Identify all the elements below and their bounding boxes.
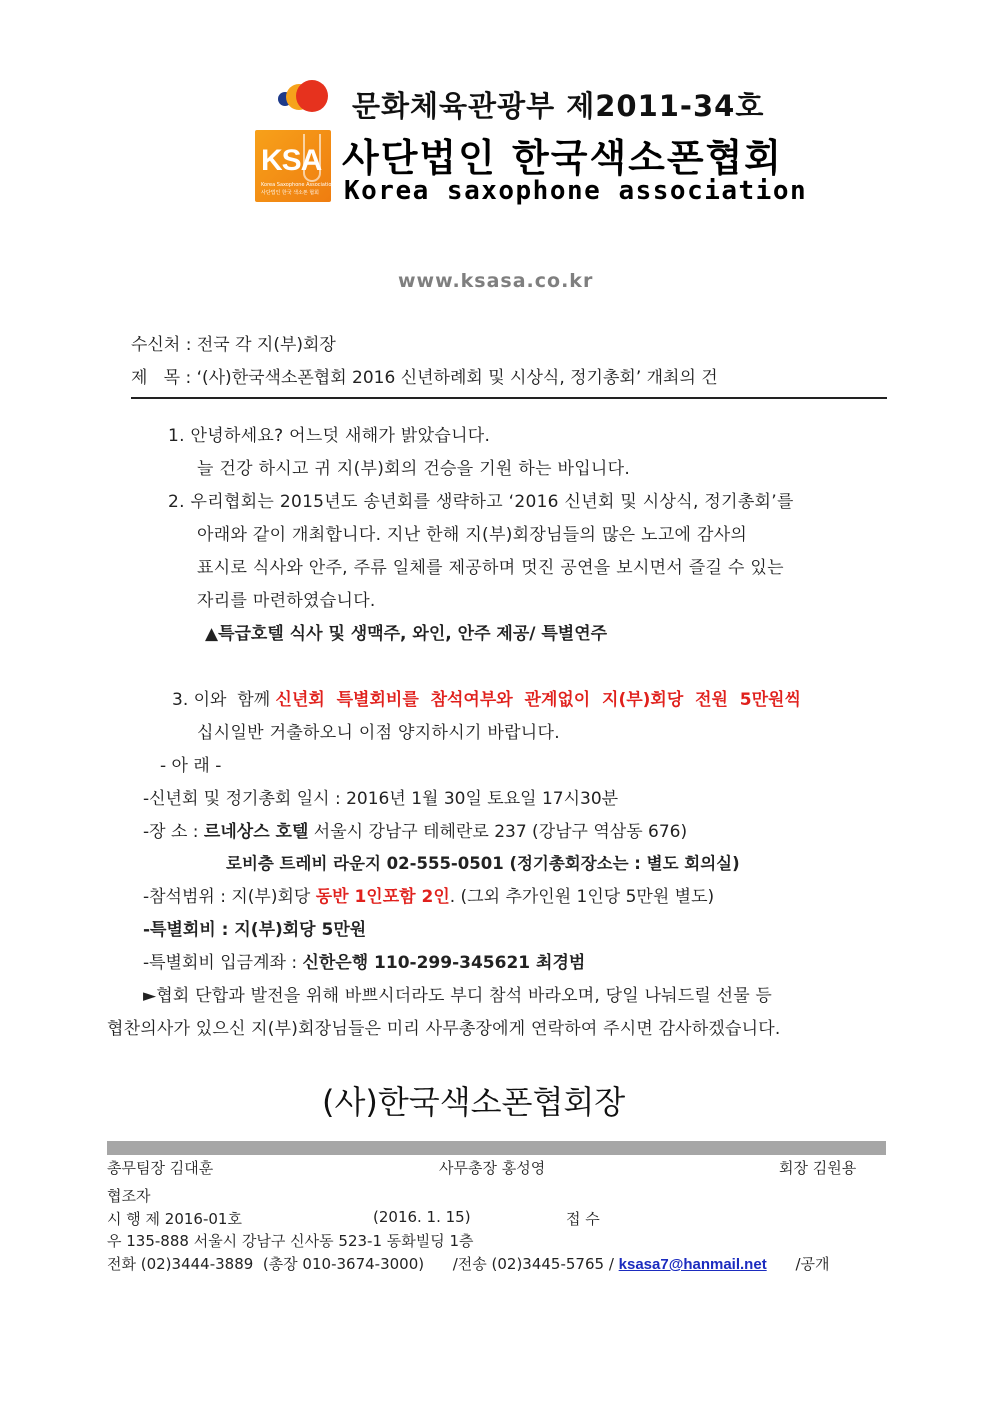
attendance-label: -참석범위 : 지(부)회당 [143, 887, 316, 907]
enforcement-date: (2016. 1. 15) [373, 1208, 471, 1226]
ksa-logo [255, 130, 335, 202]
contact-phone-fax: 전화 (02)3444-3889 (총장 010-3674-3000) /전송 (02)3445-5765 / [107, 1255, 614, 1273]
paragraph-1-line-1: 1. 안녕하세요? 어느덧 새해가 밝았습니다. [168, 426, 491, 446]
attendance-extra: . (그외 추가인원 1인당 5만원 별도) [449, 887, 715, 907]
special-fee-notice: 신년회 특별회비를 참석여부와 관계없이 지(부)회당 전원 5만원씩 [275, 690, 801, 710]
recipient-label: 수신처 [131, 335, 181, 355]
paragraph-3-prefix: 3. 이와 함께 [172, 690, 276, 710]
paragraph-2-line-1: 2. 우리협회는 2015년도 송년회를 생략하고 ‘2016 신년회 및 시상식, 정기총회’를 [168, 492, 794, 512]
venue-line [143, 817, 687, 842]
staff-president: 회장 김원용 [779, 1159, 857, 1177]
enforcement-number: 시 행 제 2016-01호 [107, 1210, 242, 1228]
recipient-row [131, 330, 336, 355]
office-address: 우 135-888 서울시 강남구 신사동 523-1 동화빌딩 1층 [107, 1232, 474, 1250]
org-name: 사단법인 한국색소폰협회 [342, 136, 784, 180]
account-number: 신한은행 110-299-345621 최경범 [302, 953, 586, 973]
venue-label: -장 소 : [143, 822, 204, 842]
paragraph-1-line-2: 늘 건강 하시고 귀 지(부)회의 건승을 기원 하는 바입니다. [197, 459, 631, 479]
account-label: -특별회비 입금계좌 : [143, 953, 303, 973]
below-heading: - 아 래 - [160, 756, 222, 776]
public-label: /공개 [795, 1255, 830, 1273]
closing-line-1: ►협회 단합과 발전을 위해 바쁘시더라도 부디 참석 바라오며, 당일 나눠드릴 선물 등 [143, 986, 773, 1006]
paragraph-2-line-3: 표시로 식사와 안주, 주류 일체를 제공하며 멋진 공연을 보시면서 즐길 수 있는 [197, 558, 784, 578]
org-name-en: Korea saxophone association [344, 176, 808, 206]
logo-subtitle-kr: 사단법인 한국 색소폰 협회 [261, 190, 319, 196]
staff-general-manager: 총무팀장 김대훈 [107, 1159, 214, 1177]
event-date-line: -신년회 및 정기총회 일시 : 2016년 1월 30일 토요일 17시30분 [143, 789, 619, 809]
subject-value: : ‘(사)한국색소폰협회 2016 신년하례회 및 시상식, 정기총회’ 개최의 건 [185, 368, 718, 388]
email-link[interactable]: ksasa7@hanmail.net [618, 1256, 767, 1273]
event-highlight: ▲특급호텔 식사 및 생맥주, 와인, 안주 제공/ 특별연주 [205, 624, 608, 644]
cooperator-label: 협조자 [107, 1187, 151, 1205]
paragraph-2-line-4: 자리를 마련하였습니다. [197, 591, 376, 611]
paragraph-3-line-1 [172, 685, 801, 710]
website-link[interactable]: www.ksasa.co.kr [398, 270, 594, 292]
contact-line [107, 1253, 830, 1274]
sender-title: (사)한국색소폰협회장 [322, 1083, 626, 1121]
receipt-label: 접 수 [566, 1210, 600, 1228]
paragraph-2-line-2: 아래와 같이 개최합니다. 지난 한해 지(부)회장님들의 많은 노고에 감사의 [197, 525, 748, 545]
subject-row [131, 363, 718, 388]
paragraph-3-line-2: 십시일반 거출하오니 이점 양지하시기 바랍니다. [197, 723, 560, 743]
footer-divider [107, 1141, 886, 1155]
recipient-value: : 전국 각 지(부)회장 [185, 335, 336, 355]
logo-subtitle: Korea Saxophone Association [261, 182, 335, 188]
logo-text: KSA [261, 144, 322, 177]
staff-secretary-general: 사무총장 홍성영 [439, 1159, 546, 1177]
attendance-count: 동반 1인포함 2인 [315, 887, 450, 907]
ministry-registration: 문화체육관광부 제2011-34호 [352, 89, 765, 123]
logo-dots-icon [278, 80, 328, 116]
account-line [143, 948, 585, 973]
venue-name: 르네상스 호텔 [203, 822, 309, 842]
venue-detail: 로비층 트레비 라운지 02-555-0501 (정기총회장소는 : 별도 회의실) [226, 854, 740, 873]
venue-address: 서울시 강남구 테헤란로 237 (강남구 역삼동 676) [308, 822, 688, 842]
closing-line-2: 협찬의사가 있으신 지(부)회장님들은 미리 사무총장에게 연락하여 주시면 감사하겠습니다. [107, 1019, 781, 1039]
subject-label: 제 목 [131, 368, 181, 388]
header-divider [131, 397, 887, 399]
special-fee-line: -특별회비 : 지(부)회당 5만원 [143, 920, 367, 940]
attendance-line [143, 882, 714, 907]
